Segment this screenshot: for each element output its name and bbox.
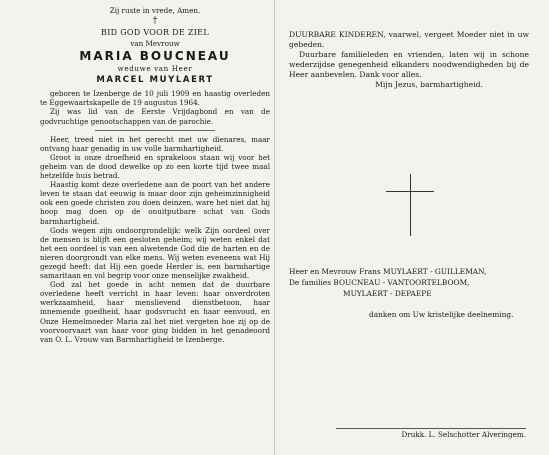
paragraph: Gods wegen zijn ondoorgrondelijk: welk Zijn oordeel over de mensen is blijft een gesloten geheim; wij weten enkel dat het een oordeel is van een alwetende God die de harten en de nieren doorgrondt van elke mens. Wij weten eveneens wat Hij gezegd heeft: dat Hij een goede Herder is, een barmhartige samaritaan en vol begrip voor onze menselijke zwakheid.	[40, 225, 270, 281]
signers-block	[289, 266, 529, 320]
fold-line	[274, 0, 275, 455]
divider	[95, 130, 215, 131]
printer-credit: Drukk. L. Selschotter Alveringem.	[401, 430, 526, 439]
of-mrs-label: van Mevrouw	[130, 39, 180, 49]
widow-of-label: weduwe van Heer	[117, 64, 193, 74]
right-page	[289, 30, 529, 90]
husband-name: MARCEL MUYLAERT	[96, 75, 214, 86]
paragraph: Haastig komt deze overledene aan de poort van het andere leven te staan dat eeuwig is maar door zijn geheimzinnigheid ook een goede christen zou doen deinzen, ware het niet dat hij hoop mag doen op de onuitputbare schat van Gods barmhartigheid.	[40, 180, 270, 226]
paragraph: Heer, treed niet in het gerecht met uw dienares, maar ontvang haar genadig in uw volle barmhartigheid.	[40, 134, 270, 153]
thanks-line: danken om Uw kristelijke deelneming.	[369, 310, 514, 319]
signer-line: MUYLAERT - DEPAEPE	[343, 289, 432, 298]
printer-rule	[336, 428, 526, 429]
signer-line: De families BOUCNEAU - VANTOORTELBOOM,	[289, 278, 470, 287]
left-page	[40, 6, 270, 344]
family-thanks-text: Duurbare familieleden en vrienden, laten wij in schone wederzijdse genegenheid elkanders noodwendigheden bij de Heer aanbevelen. Dank voor alles.	[289, 50, 529, 79]
paragraph: Groot is onze droefheid en sprakeloos staan wij voor het geheim van de dood dewelke op zo een korte tijd twee maal hetzelfde huis betrad.	[40, 152, 270, 181]
invocation-text: Mijn Jezus, barmhartigheid.	[375, 80, 483, 89]
birth-death-text: geboren te Izenberge de 10 juli 1909 en haastig overleden te Eggewaartskapelle de 19 augustus 1964.	[40, 89, 270, 108]
prayer-heading: BID GOD VOOR DE ZIEL	[101, 28, 209, 38]
small-cross-icon: †	[152, 16, 158, 27]
deceased-name: MARIA BOUCNEAU	[79, 49, 231, 64]
membership-text: Zij was lid van de Eerste Vrijdagbond en van de godvruchtige genootschappen van de parochie.	[40, 107, 270, 126]
signer-line: Heer en Mevrouw Frans MUYLAERT - GUILLEMAN,	[289, 267, 487, 276]
opening-line: Zij ruste in vrede, Amen.	[109, 6, 201, 15]
paragraph: God zal het goede in acht nemen dat de duurbare overledene heeft verricht in haar leven: haar onverdroten werkzaamheid, haar menslievend dienstbetoon, haar innemende goedheid, haar godsvrucht en haar eenvoud, en Onze Hemelmoeder Maria zal het niet vergeten hoe zij op de voorvoorvaart van haar voor ging bidden in het genadeoord van O. L. Vrouw van Barmhartigheid te Izenberge.	[40, 280, 270, 344]
cross-icon	[386, 174, 434, 236]
farewell-text: DUURBARE KINDEREN, vaarwel, vergeet Moeder niet in uw gebeden.	[289, 30, 529, 49]
